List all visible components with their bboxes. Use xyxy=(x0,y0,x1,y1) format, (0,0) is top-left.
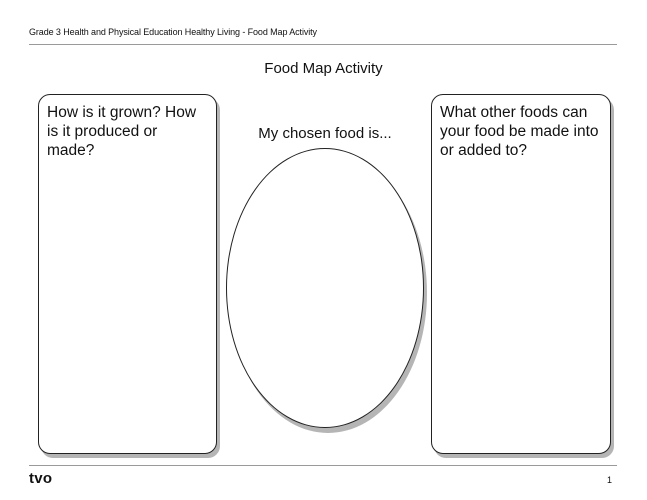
chosen-food-ellipse[interactable] xyxy=(226,148,424,428)
header-title: Grade 3 Health and Physical Education Healthy Living - Food Map Activity xyxy=(29,27,317,37)
page-number: 1 xyxy=(607,475,613,485)
other-foods-prompt: What other foods can your food be made into or added to? xyxy=(440,104,599,159)
tvo-logo: tvo xyxy=(29,470,53,487)
other-foods-box[interactable] xyxy=(431,94,611,454)
page-title: Food Map Activity xyxy=(264,60,383,77)
grown-produced-box[interactable] xyxy=(38,94,217,454)
chosen-food-label: My chosen food is... xyxy=(258,125,392,142)
grown-produced-prompt: How is it grown? How is it produced or made? xyxy=(47,104,197,159)
footer-divider xyxy=(29,465,617,466)
header-divider xyxy=(29,44,617,45)
